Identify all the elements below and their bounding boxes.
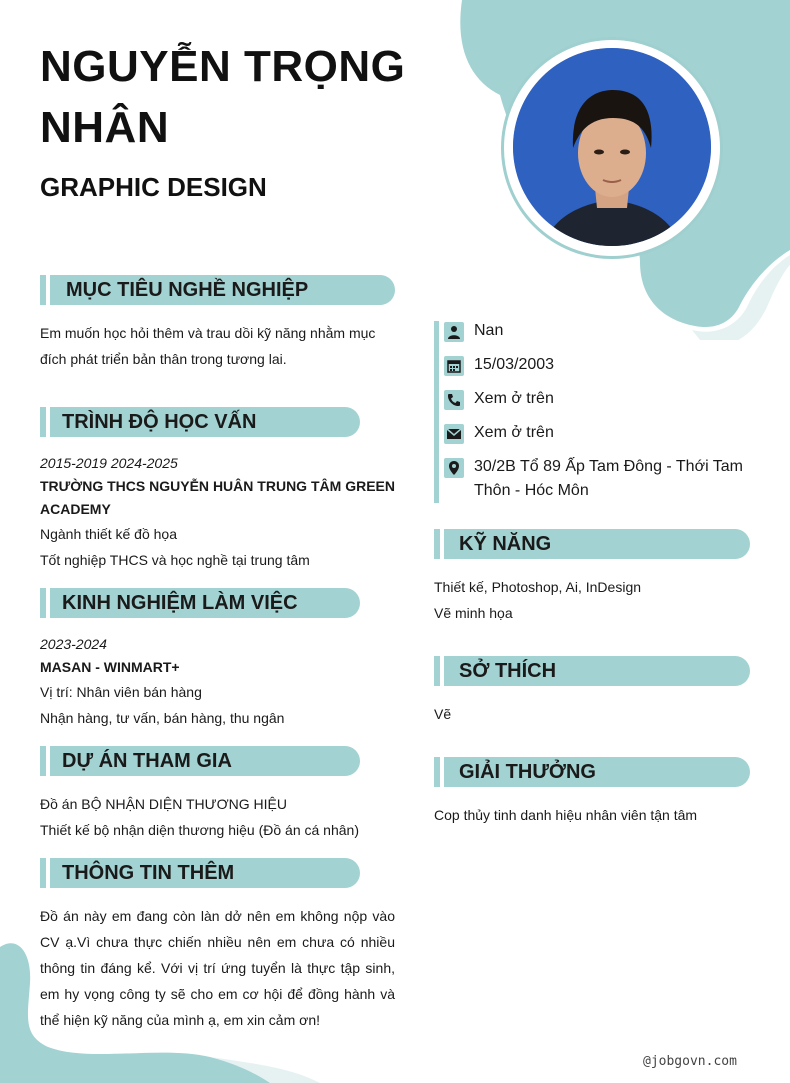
hobbies-header <box>434 656 750 686</box>
candidate-name: NGUYỄN TRỌNG NHÂN <box>40 42 406 152</box>
contact-accent-bar <box>434 321 439 503</box>
objective-title: MỤC TIÊU NGHỀ NGHIỆP <box>66 279 309 301</box>
objective-text: Em muốn học hỏi thêm và trau dồi kỹ năng nhằm mục đích phát triển bản thân trong tương lai. <box>40 325 376 367</box>
experience-period: 2023-2024 <box>40 636 107 652</box>
education-period: 2015-2019 2024-2025 <box>40 455 178 471</box>
project-name: Đồ án BỘ NHẬN DIỆN THƯƠNG HIỆU <box>40 796 287 812</box>
skills-title: KỸ NĂNG <box>459 533 552 555</box>
phone-icon <box>444 390 464 410</box>
location-icon <box>444 458 464 478</box>
hobbies-text: Vẽ <box>434 706 452 722</box>
experience-header <box>40 588 360 618</box>
job-position: GRAPHIC DESIGN <box>40 172 267 202</box>
awards-header <box>434 757 750 787</box>
experience-role: Vị trí: Nhân viên bán hàng <box>40 684 202 700</box>
awards-text: Cop thủy tinh danh hiệu nhân viên tận tâm <box>434 807 698 823</box>
projects-title: DỰ ÁN THAM GIA <box>62 750 232 772</box>
experience-company: MASAN - WINMART+ <box>40 659 180 675</box>
experience-duties: Nhận hàng, tư vấn, bán hàng, thu ngân <box>40 710 285 726</box>
contact-email: Xem ở trên <box>474 424 554 441</box>
person-icon <box>444 322 464 342</box>
awards-title: GIẢI THƯỞNG <box>459 761 596 783</box>
calendar-icon <box>444 356 464 376</box>
education-major: Ngành thiết kế đồ họa <box>40 526 177 542</box>
projects-header <box>40 746 360 776</box>
education-school: TRƯỜNG THCS NGUYỄN HUÂN TRUNG TÂM GREEN ACADEMY <box>40 478 395 517</box>
contact-gender: Nan <box>474 322 504 339</box>
experience-title: KINH NGHIỆM LÀM VIỆC <box>62 592 298 614</box>
contact-birthdate: 15/03/2003 <box>474 356 555 373</box>
skills-line-1: Thiết kế, Photoshop, Ai, InDesign <box>434 579 642 595</box>
hobbies-title: SỞ THÍCH <box>459 660 557 682</box>
education-title: TRÌNH ĐỘ HỌC VẤN <box>62 411 257 433</box>
additional-title: THÔNG TIN THÊM <box>62 862 235 884</box>
contact-address: 30/2B Tổ 89 Ấp Tam Đông - Thới Tam Thôn - Hóc Môn <box>474 458 744 499</box>
project-desc: Thiết kế bộ nhận diện thương hiệu (Đồ án cá nhân) <box>40 822 359 838</box>
education-note: Tốt nghiệp THCS và học nghề tại trung tâm <box>40 552 310 568</box>
additional-header <box>40 858 360 888</box>
education-header <box>40 407 360 437</box>
objective-header <box>40 275 395 305</box>
skills-header <box>434 529 750 559</box>
mail-icon <box>444 424 464 444</box>
additional-text: Đồ án này em đang còn làn dở nên em không nộp vào CV ạ.Vì chưa thực chiến nhiều nên em chưa có nhiều thông tin đáng kể. Với vị trí ứng tuyển là thực tập sinh, em hy vọng công ty sẽ cho em cơ hội để đồng hành và thể hiện kỹ năng của mình ạ, em xin cảm ơn! <box>40 908 395 1028</box>
contact-phone: Xem ở trên <box>474 390 554 407</box>
avatar <box>513 48 711 246</box>
skills-line-2: Vẽ minh họa <box>434 605 513 621</box>
footer-watermark: @jobgovn.com <box>643 1054 737 1069</box>
